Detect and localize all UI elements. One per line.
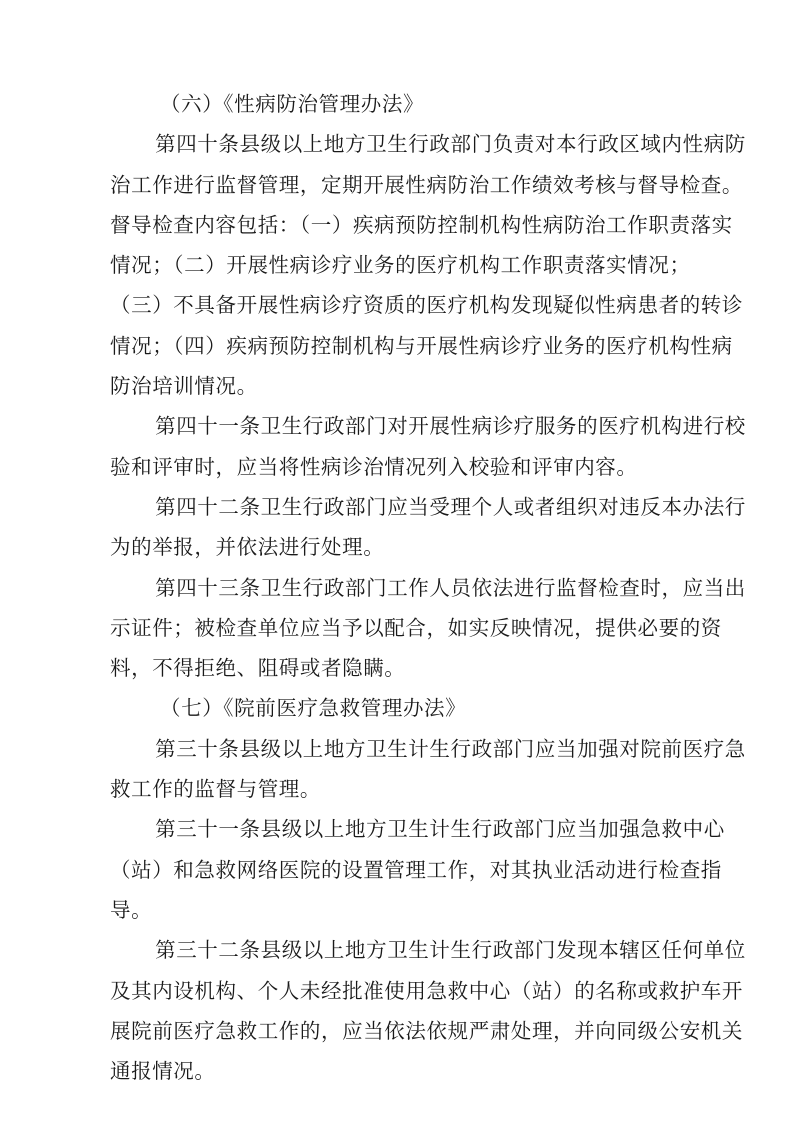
text-line: 第四十三条卫生行政部门工作人员依法进行监督检查时，应当出	[155, 575, 746, 600]
text-line: 第四十二条卫生行政部门应当受理个人或者组织对违反本办法行	[155, 494, 746, 519]
article-paragraph	[110, 124, 755, 406]
text-line: 情况；（四）疾病预防控制机构与开展性病诊疗业务的医疗机构性病	[110, 333, 733, 358]
article-paragraph	[110, 487, 755, 568]
text-line: 为的举报，并依法进行处理。	[110, 535, 385, 560]
article-paragraph	[110, 568, 755, 689]
text-line: 第三十一条县级以上地方卫生计生行政部门应当加强急救中心	[155, 817, 725, 842]
section-heading: （六）《性病防治管理办法》	[160, 92, 425, 116]
text-line: 验和评审时，应当将性病诊治情况列入校验和评审内容。	[110, 454, 638, 479]
article-paragraph	[110, 809, 755, 930]
text-line: （站）和急救网络医院的设置管理工作，对其执业活动进行检查指	[110, 857, 722, 882]
article-paragraph	[110, 930, 755, 1091]
text-line: 示证件；被检查单位应当予以配合，如实反映情况，提供必要的资	[110, 615, 722, 640]
document-body	[110, 84, 755, 1091]
text-line: 第三十条县级以上地方卫生计生行政部门应当加强对院前医疗急	[155, 736, 746, 761]
text-line: 督导检查内容包括：（一）疾病预防控制机构性病防治工作职责落实	[110, 212, 733, 237]
text-line: 导。	[110, 897, 153, 922]
text-line: 防治培训情况。	[110, 374, 258, 399]
text-line: （三）不具备开展性病诊疗资质的医疗机构发现疑似性病患者的转诊	[110, 293, 743, 318]
text-line: 第三十二条县级以上地方卫生计生行政部门发现本辖区任何单位	[155, 938, 746, 963]
text-line: 料，不得拒绝、阻碍或者隐瞒。	[110, 656, 406, 681]
text-line: 展院前医疗急救工作的，应当依法依规严肃处理，并向同级公安机关	[110, 1018, 743, 1043]
section-heading: （七）《院前医疗急救管理办法》	[160, 696, 467, 721]
text-line: 通报情况。	[110, 1059, 216, 1084]
article-paragraph	[110, 406, 755, 487]
text-line: 救工作的监督与管理。	[110, 777, 321, 802]
article-paragraph	[110, 729, 755, 810]
text-line: 第四十一条卫生行政部门对开展性病诊疗服务的医疗机构进行校	[155, 414, 746, 439]
text-line: 情况；（二）开展性病诊疗业务的医疗机构工作职责落实情况；	[110, 253, 691, 278]
text-line: 第四十条县级以上地方卫生行政部门负责对本行政区域内性病防	[155, 132, 746, 157]
text-line: 治工作进行监督管理，定期开展性病防治工作绩效考核与督导检查。	[110, 172, 743, 197]
text-line: 及其内设机构、个人未经批准使用急救中心（站）的名称或救护车开	[110, 978, 743, 1003]
